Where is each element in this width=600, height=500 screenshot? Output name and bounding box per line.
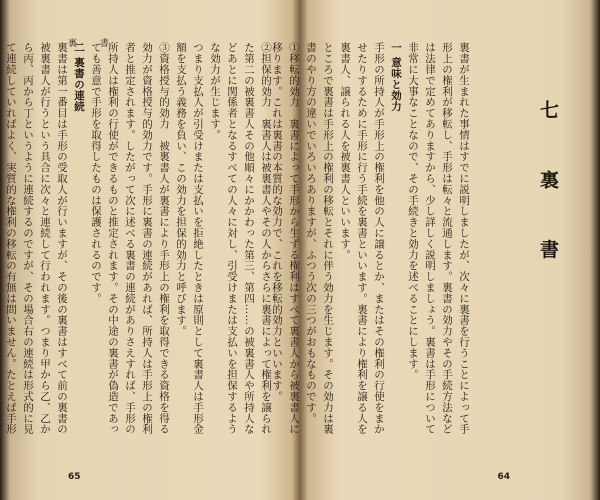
running-head: 裏 書 xyxy=(68,39,119,49)
section-heading: 一 意味と効力 xyxy=(390,42,402,112)
left-page-text xyxy=(5,42,274,438)
paragraph: ①移転的効力 裏書によって手形から生ずる権利はすべて裏書人から被裏書人に移ります。これは裏書の本質的な効力で、これを移転的効力といいます。 xyxy=(271,42,300,435)
left-page xyxy=(5,0,296,500)
paragraph: 裏書は第一番目は手形の受取人が行いますが、その後の裏書はすべて前の裏書の被裏書人が行うという具合に次々と連続して行われます。つまり甲から乙、乙から丙、丙から丁というように連続するのですが、その場合右の連続は形式的に見て連続していればよく、実質的な権利の移転の有無は問いません。たとえば手形 xyxy=(5,42,68,435)
paragraph: ③資格授与的効力 被裏書人が裏書により手形上の権利を取得できる資格を得る効力が資格授与的効力です。手形に裏書の連続があれば、所持人は手形上の権利者と推定されます。したがって次に述べる裏書の連続がありさえすれば、手形の所持人は権利の行使ができるものと推定されます。その中途の裏書が偽造であっても善意で手形を取得したものは保護されるのです。 xyxy=(90,42,170,435)
right-page xyxy=(271,0,592,500)
right-page-text xyxy=(271,42,472,438)
paragraph: ところで裏書は手形上の権利の移転とそれに伴う効力を生じます。その効力は裏書のやり方の違いでいろいろありますが、ふつう次の三つがおもなものです。 xyxy=(305,42,334,435)
paragraph: ②担保的効力 裏書人は被裏書人やその人からさらに裏書によって権利を譲られた第二の被裏書人その他順々にかかわった第三、第四……の被裏書人や所持人などあとに関係者となるすべての人々に対し、引受けまたは支払いを担保するような効力が生じます。 xyxy=(209,42,272,435)
paragraph: 裏書が生まれた事情はすでに説明しましたが、次々に裏書を行うことによって手形上の権利が移転し、手形は転々と流通します。裏書の効力やその手続方法などは法律で定めてありますから、少し詳しく説明しましょう。裏書は手形について非常に大事なことなので、その手続きと効力を述べることにします。 xyxy=(407,42,470,435)
paragraph: 手形の所持人が手形上の権利を他の人に譲るとか、またはその権利の行使をまかせたりするために手形に行う手続を裏書といいます。裏書により権利を譲る人を裏書人、譲られる人を被裏書人といいます。 xyxy=(339,42,385,435)
section-heading: 二 裏書の連続 xyxy=(73,42,85,112)
page-number: 65 xyxy=(68,472,81,482)
chapter-title: 七 裏 書 xyxy=(537,100,559,281)
page-number: 64 xyxy=(497,472,510,482)
paragraph: つまり支払人が引受けまたは支払いを拒絶したときは原則として裏書人は手形金額を支払う義務を負い、この効力を担保的効力と呼びます。 xyxy=(175,42,204,435)
